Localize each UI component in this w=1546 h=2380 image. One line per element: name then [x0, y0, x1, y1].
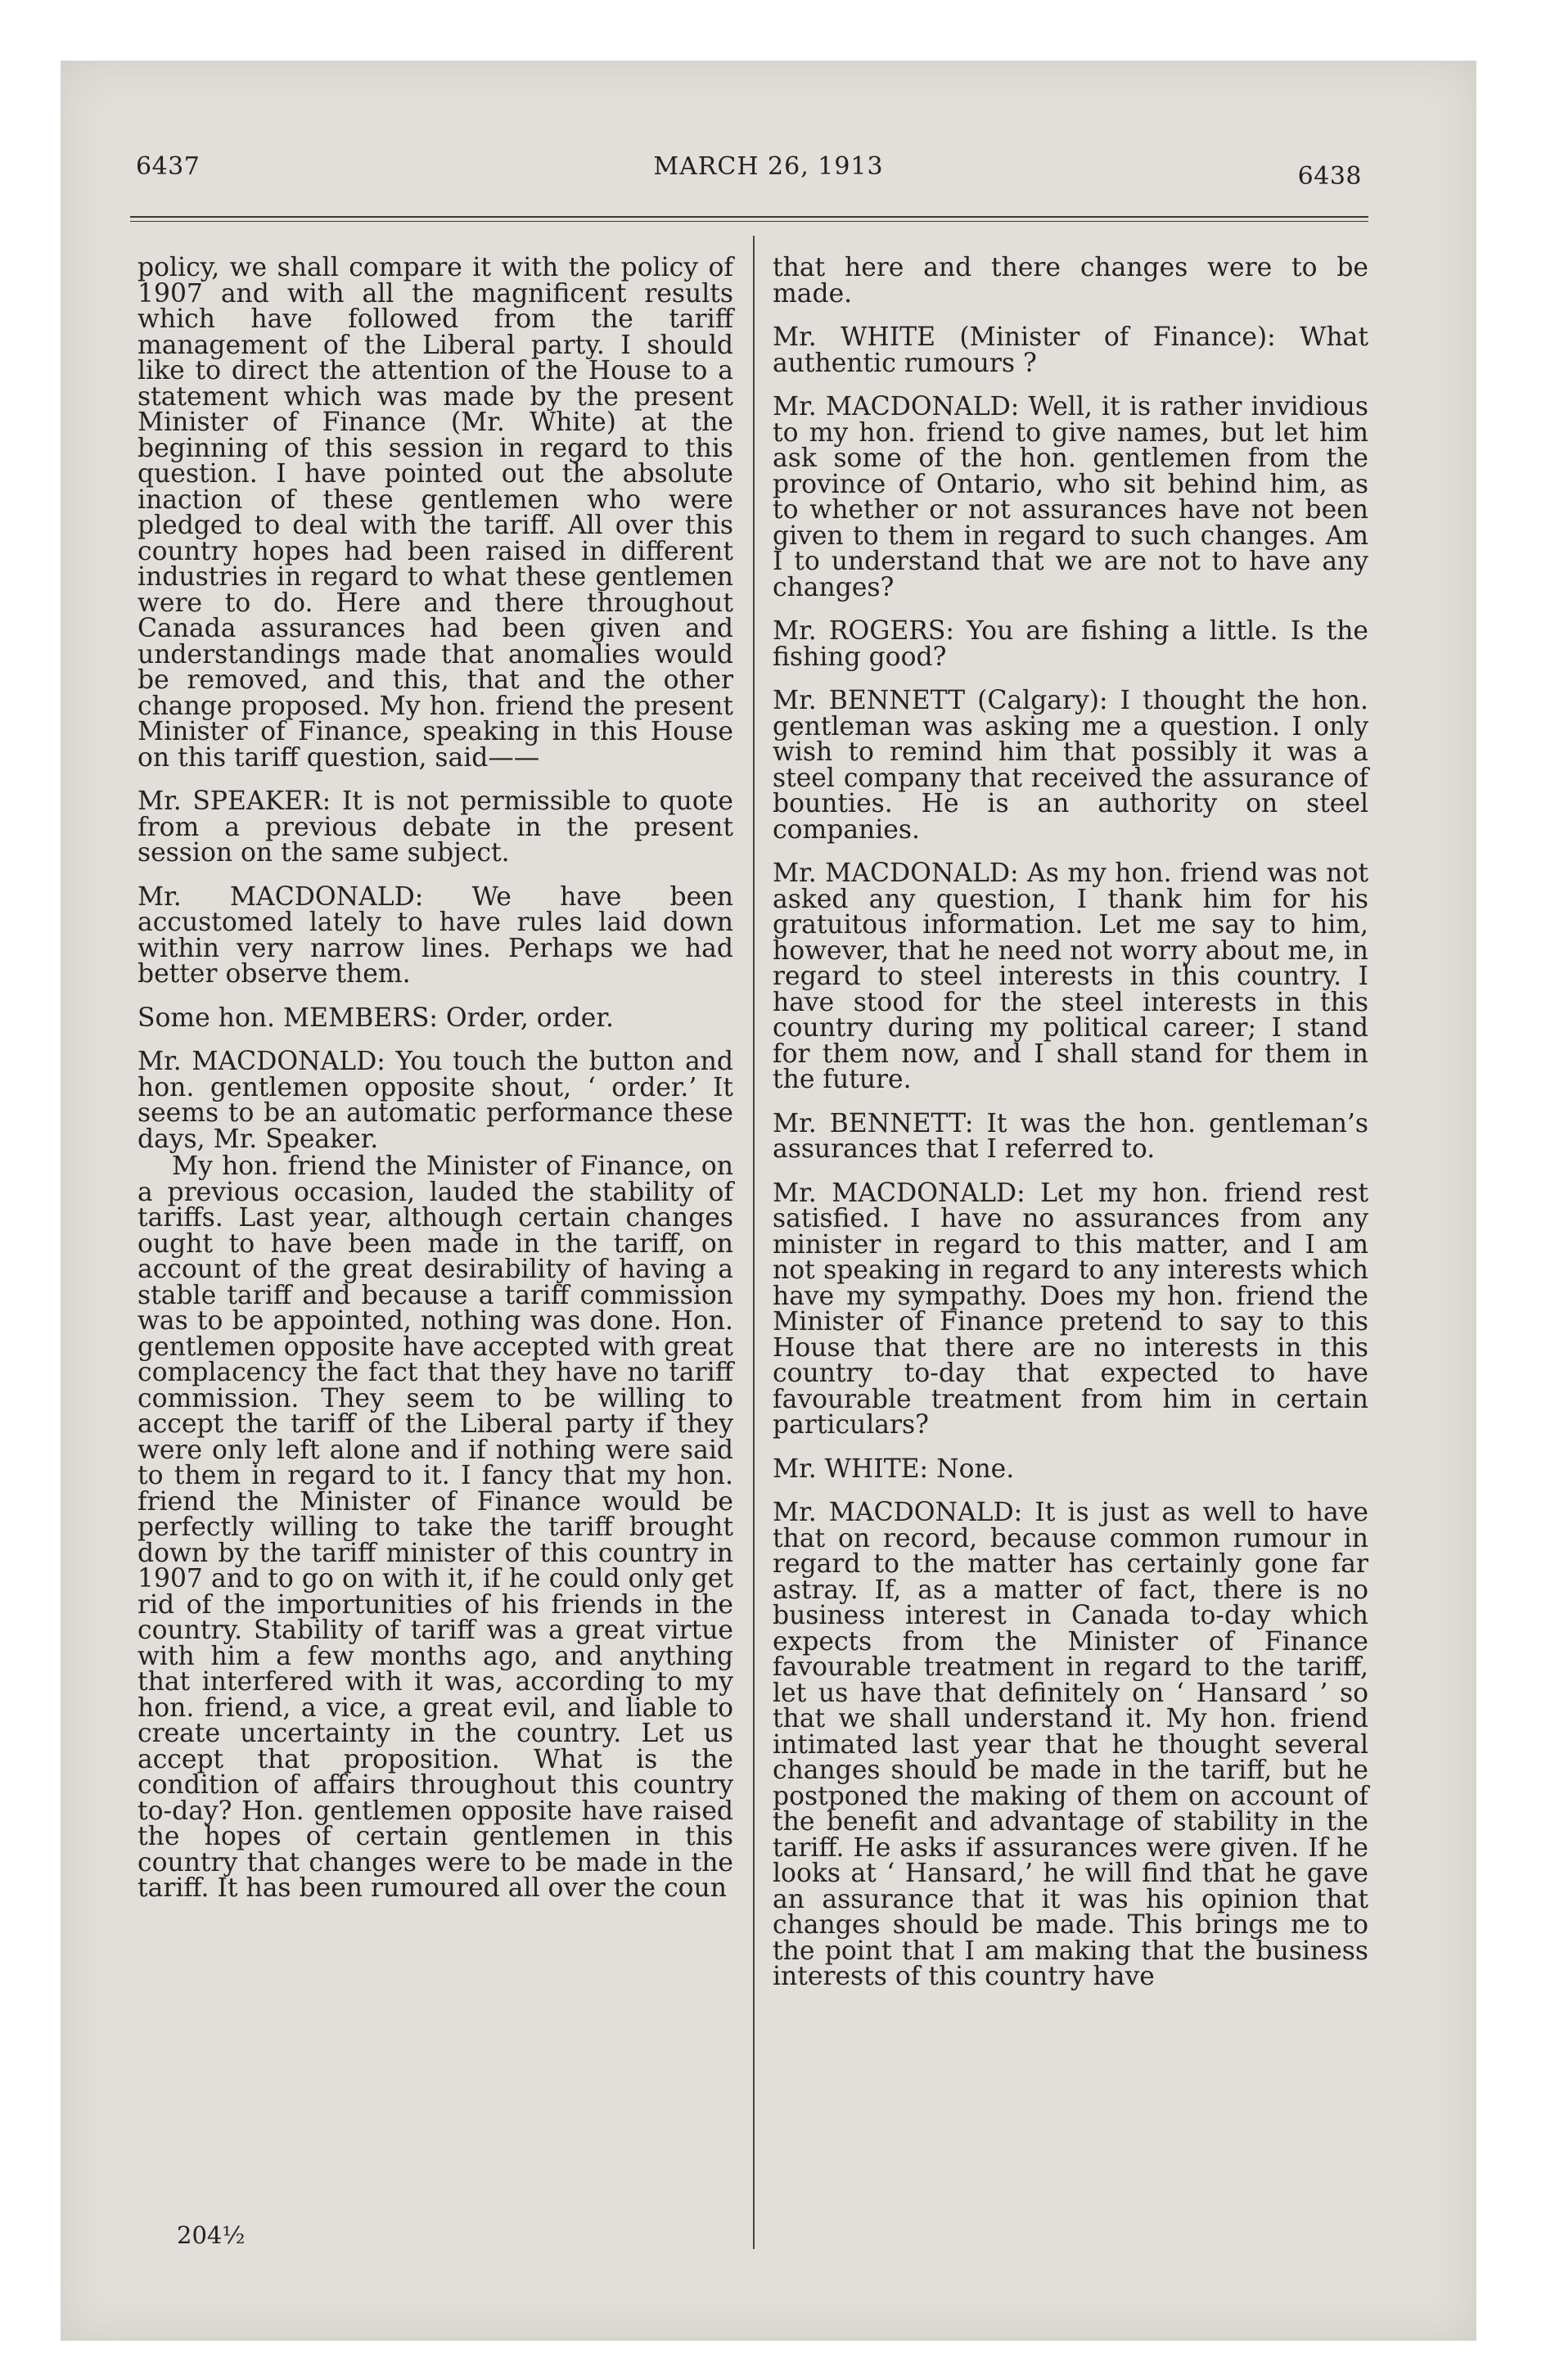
speech-rogers: Mr. ROGERS: You are fishing a little. Is the fishing good?	[773, 616, 1368, 672]
page-date-header: MARCH 26, 1913	[653, 152, 884, 181]
header-rule	[130, 216, 1368, 218]
signature-mark: 204½	[177, 2221, 246, 2249]
paragraph: My hon. friend the Minister of Finance, on a previous occasion, lauded the stability of tariffs. Last year, although certain changes ought to have been made in the tariff, on account of the great desirability of having a stable tariff and because a tariff commission was to be appointed, nothing was done. Hon. gentlemen opposite have accepted with great complacency the fact that they have no tariff commission. They seem to be willing to accept the tariff of the Liberal party if they were only left alone and if nothing were said to them in regard to it. I fancy that my hon. friend the Minister of Finance would be perfectly willing to take the tariff brought down by the tariff minister of this country in 1907 and to go on with it, if he could only get rid of the importunities of his friends in the country. Stability of tariff was a great virtue with him a few months ago, and anything that interfered with it was, according to my hon. friend, a vice, a great evil, and liable to create uncertainty in the country. Let us accept that proposition. What is the condition of affairs throughout this country to-day? Hon. gentlemen opposite have raised the hopes of certain gentlemen in this country that changes were to be made in the tariff. It has been rumoured all over the coun	[137, 1152, 733, 1903]
scanned-page	[61, 61, 1476, 2341]
header-rule-thin	[130, 221, 1368, 222]
speech-bennett: Mr. BENNETT (Calgary): I thought the hon. gentleman was asking me a question. I only wish to remind him that possibly it was a steel company that received the assurance of bounties. He is an authority on steel companies.	[773, 686, 1368, 845]
speech-members: Some hon. MEMBERS: Order, order.	[137, 1003, 614, 1033]
speech-speaker: Mr. SPEAKER: It is not permissible to quote from a previous debate in the present session on the same subject.	[137, 787, 733, 868]
speech-macdonald: Mr. MACDONALD: We have been accustomed lately to have rules laid down within very narrow lines. Perhaps we had better observe them.	[137, 881, 733, 989]
speech-white: Mr. WHITE: None.	[773, 1454, 1015, 1484]
speech-macdonald: Mr. MACDONALD: Well, it is rather invidious to my hon. friend to give names, but let him ask some of the hon. gentlemen from the province of Ontario, who sit behind him, as to whether or not assurances have not been given to them in regard to such changes. Am I to understand that we are not to have any changes?	[773, 392, 1368, 602]
column-divider	[753, 236, 755, 2249]
paragraph: that here and there changes were to be made.	[773, 253, 1368, 309]
page-number-right: 6438	[1297, 162, 1362, 191]
speech-macdonald: Mr. MACDONALD: Let my hon. friend rest satisfied. I have no assurances from any minister in regard to this matter, and I am not speaking in regard to any interests which have my sympathy. Does my hon. friend the Minister of Finance pretend to say to this House that there are no interests in this country to-day that expected to have favourable treatment from him in certain particulars?	[773, 1178, 1368, 1440]
speech-macdonald: Mr. MACDONALD: You touch the button and hon. gentlemen opposite shout, ‘ order.’ It seems to be an automatic performance these days, Mr. Speaker.	[137, 1047, 733, 1154]
right-column	[773, 255, 1368, 1990]
left-column	[137, 255, 733, 1902]
page-number-left: 6437	[136, 152, 201, 181]
paragraph: policy, we shall compare it with the policy of 1907 and with all the magnificent results which have followed from the tariff management of the Liberal party. I should like to direct the attention of the House to a statement which was made by the present Minister of Finance (Mr. White) at the beginning of this session in regard to this question. I have pointed out the absolute inaction of these gentlemen who were pledged to deal with the tariff. All over this country hopes had been raised in different industries in regard to what these gentlemen were to do. Here and there throughout Canada assurances had been given and understandings made that anomalies would be removed, and this, that and the other change proposed. My hon. friend the present Minister of Finance, speaking in this House on this tariff question, said——	[137, 253, 733, 773]
speech-bennett: Mr. BENNETT: It was the hon. gentleman’s assurances that I referred to.	[773, 1108, 1368, 1164]
speech-macdonald: Mr. MACDONALD: As my hon. friend was not asked any question, I thank him for his gratuitous information. Let me say to him, however, that he need not worry about me, in regard to steel interests in this country. I have stood for the steel interests in this country during my political career; I stand for them now, and I shall stand for them in the future.	[773, 859, 1368, 1094]
speech-white: Mr. WHITE (Minister of Finance): What authentic rumours ?	[773, 322, 1368, 378]
speech-macdonald: Mr. MACDONALD: It is just as well to have that on record, because common rumour in regard to the matter has certainly gone far astray. If, as a matter of fact, there is no business interest in Canada to-day which expects from the Minister of Finance favourable treatment in regard to the tariff, let us have that definitely on ‘ Hansard ’ so that we shall understand it. My hon. friend intimated last year that he thought several changes should be made in the tariff, but he postponed the making of them on account of the benefit and advantage of stability in the tariff. He asks if assurances were given. If he looks at ‘ Hansard,’ he will find that he gave an assurance that it was his opinion that changes should be made. This brings me to the point that I am making that the business interests of this country have	[773, 1498, 1368, 1991]
